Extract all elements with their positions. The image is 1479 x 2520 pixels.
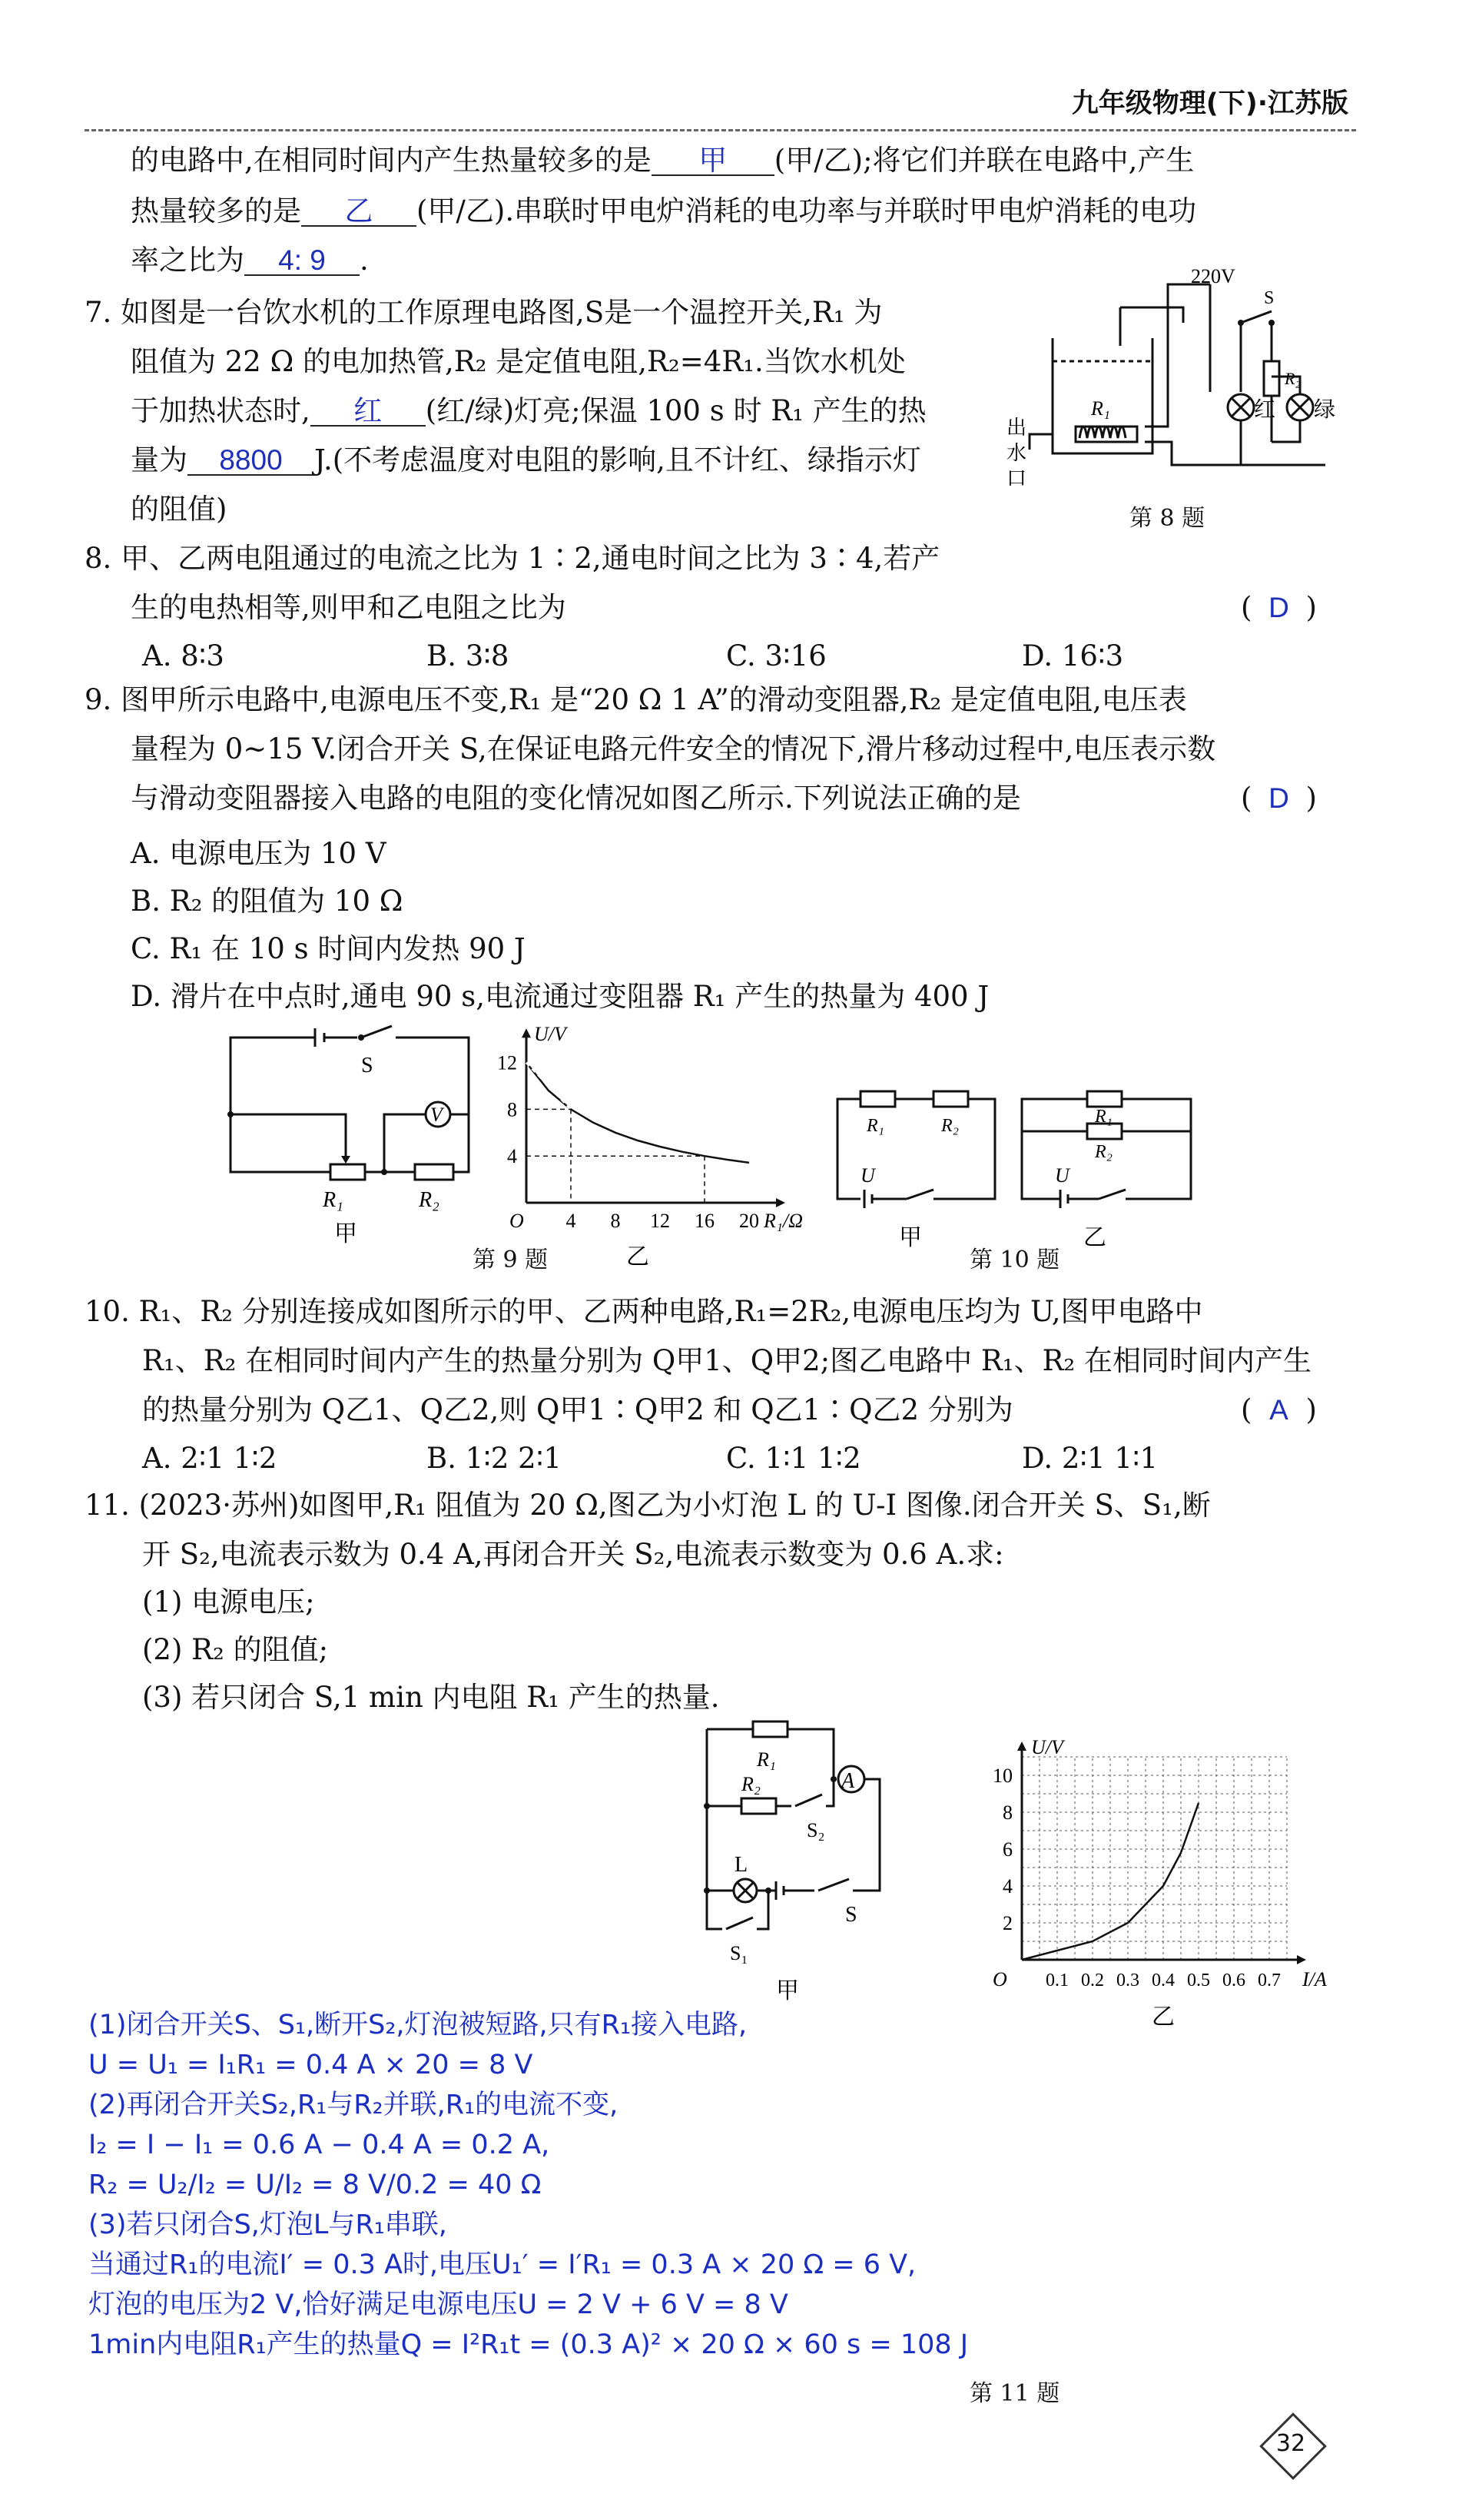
fig8-outlet-label: 出 bbox=[1006, 417, 1027, 439]
q8-line1: 8. 甲、乙两电阻通过的电流之比为 1∶2,通电时间之比为 3∶4,若产 bbox=[85, 542, 940, 575]
graph-label: 乙 bbox=[1152, 2004, 1175, 2030]
q6-blank1 bbox=[652, 146, 774, 176]
q7-answer1: 红 bbox=[353, 395, 383, 427]
figure-11-graph bbox=[960, 1706, 1352, 2029]
solution-line-7: 当通过R₁的电流I′ = 0.3 A时,电压U₁′ = I′R₁ = 0.3 A × 20 Ω = 6 V, bbox=[88, 2249, 917, 2280]
q7-line3 bbox=[131, 394, 927, 427]
q8-answer: D bbox=[1268, 592, 1289, 623]
q9-option-c: C. R₁ 在 10 s 时间内发热 90 J bbox=[131, 932, 526, 965]
s2-label: S₂ bbox=[807, 1819, 825, 1841]
fig8-green-label: 绿 bbox=[1314, 398, 1336, 422]
r1-label: R₁ bbox=[323, 1188, 343, 1212]
y-tick-label: 4 bbox=[507, 1145, 517, 1168]
circuit-b-label: 乙 bbox=[1083, 1225, 1106, 1250]
solution-line-3: (2)再闭合开关S₂,R₁与R₂并联,R₁的电流不变, bbox=[88, 2090, 618, 2120]
x-axis-label: R₁/Ω bbox=[764, 1210, 803, 1232]
page-number-badge bbox=[1260, 2413, 1321, 2475]
q8-answer-paren: ( D ) bbox=[1241, 591, 1317, 624]
fig8-outlet-label: 口 bbox=[1006, 467, 1027, 490]
wire bbox=[788, 1729, 834, 1779]
y-axis-label: U/V bbox=[534, 1023, 566, 1046]
circuit-label: 甲 bbox=[334, 1221, 357, 1247]
origin-label: O bbox=[993, 1968, 1007, 1990]
y-tick-label: 6 bbox=[1003, 1838, 1013, 1861]
switch-label: S bbox=[361, 1054, 373, 1077]
q10-answer-paren: ( A ) bbox=[1241, 1393, 1317, 1426]
page-number: 32 bbox=[1275, 2430, 1306, 2457]
x-tick-label: 0.1 bbox=[1046, 1971, 1069, 1990]
x-tick-label: 4 bbox=[565, 1210, 576, 1232]
q6-blank3 bbox=[244, 246, 360, 276]
q6-answer1: 甲 bbox=[698, 144, 728, 176]
x-axis-label: I/A bbox=[1302, 1968, 1327, 1990]
circuit-a-r1 bbox=[861, 1091, 895, 1107]
q7-text: 于加热状态时, bbox=[131, 394, 310, 427]
q9-option-b: B. R₂ 的阻值为 10 Ω bbox=[131, 885, 403, 918]
circuit-label: 甲 bbox=[776, 1978, 799, 2004]
q11-item-1: (1) 电源电压; bbox=[142, 1585, 315, 1619]
q11-item-2: (2) R₂ 的阻值; bbox=[142, 1633, 329, 1666]
q7-line4 bbox=[131, 443, 921, 476]
s1-label: S₁ bbox=[730, 1942, 748, 1964]
q8-option-b: B. 3∶8 bbox=[426, 639, 509, 672]
fig11-caption: 第 11 题 bbox=[970, 2380, 1060, 2407]
wire bbox=[826, 1779, 834, 1806]
figure-9-circuit bbox=[223, 1022, 492, 1245]
q8-option-d: D. 16∶3 bbox=[1022, 639, 1124, 672]
curve-dash-segment bbox=[526, 1063, 571, 1110]
q6-text: 的电路中,在相同时间内产生热量较多的是 bbox=[131, 144, 652, 177]
fig8-switch-label: S bbox=[1264, 288, 1275, 308]
resistor-r2 bbox=[415, 1164, 453, 1180]
q6-line3 bbox=[131, 246, 369, 276]
x-tick-label: 0.4 bbox=[1152, 1971, 1175, 1990]
fig9-caption: 第 9 题 bbox=[473, 1247, 549, 1273]
ammeter-label: A bbox=[841, 1769, 855, 1793]
q6-text: (甲/乙);将它们并联在电路中,产生 bbox=[774, 144, 1195, 177]
solution-line-8: 灯泡的电压为2 V,恰好满足电源电压U = 2 V + 6 V = 8 V bbox=[88, 2289, 788, 2320]
y-axis-arrow bbox=[1017, 1741, 1026, 1751]
s-label: S bbox=[845, 1903, 857, 1927]
fig8-outlet-label: 水 bbox=[1006, 442, 1027, 464]
fig8-voltage: 220V bbox=[1191, 265, 1235, 287]
q6-line2 bbox=[131, 194, 1197, 227]
y-tick-label: 10 bbox=[993, 1765, 1013, 1787]
solution-line-1: (1)闭合开关S、S₁,断开S₂,灯泡被短路,只有R₁接入电路, bbox=[88, 2010, 748, 2040]
solution-line-9: 1min内电阻R₁产生的热量Q = I²R₁t = (0.3 A)² × 20 Ω × 60 s = 108 J bbox=[88, 2329, 969, 2360]
y-tick-label: 4 bbox=[1003, 1875, 1013, 1897]
solution-line-6: (3)若只闭合S,灯泡L与R₁串联, bbox=[88, 2210, 447, 2240]
circuit-a-u-label: U bbox=[861, 1164, 875, 1187]
q10-option-c: C. 1∶1 1∶2 bbox=[726, 1442, 861, 1475]
x-tick-label: 12 bbox=[650, 1210, 670, 1232]
resistor-r2 bbox=[1264, 361, 1279, 396]
circuit-a-r2-label: R₂ bbox=[941, 1116, 960, 1136]
q9-line3: 与滑动变阻器接入电路的电阻的变化情况如图乙所示.下列说法正确的是 bbox=[131, 782, 1021, 815]
resistor-r2 bbox=[741, 1798, 776, 1814]
x-axis-arrow bbox=[1297, 1955, 1306, 1964]
circuit-a-r2 bbox=[933, 1091, 968, 1107]
q9-line2: 量程为 0~15 V.闭合开关 S,在保证电路元件安全的情况下,滑片移动过程中,电压表示数 bbox=[131, 732, 1216, 765]
q6-blank2 bbox=[301, 197, 416, 227]
q10-option-a: A. 2∶1 1∶2 bbox=[142, 1442, 277, 1475]
x-tick-label: 0.7 bbox=[1258, 1971, 1281, 1990]
q9-option-a: A. 电源电压为 10 V bbox=[131, 837, 386, 870]
q6-line1 bbox=[131, 146, 1194, 176]
switch-s2 bbox=[795, 1795, 822, 1806]
x-tick-label: 0.2 bbox=[1081, 1971, 1104, 1990]
wire bbox=[1145, 442, 1325, 465]
q10-option-b: B. 1∶2 2∶1 bbox=[426, 1442, 562, 1475]
circuit-b-u-label: U bbox=[1055, 1164, 1069, 1187]
figure-8-circuit bbox=[1006, 265, 1360, 507]
q6-answer3: 4: 9 bbox=[278, 244, 326, 276]
figure-10-circuits bbox=[830, 1084, 1214, 1260]
q7-text: (红/绿)灯亮;保温 100 s 时 R₁ 产生的热 bbox=[425, 394, 927, 427]
q11-line1: 11. (2023·苏州)如图甲,R₁ 阻值为 20 Ω,图乙为小灯泡 L 的 U-I 图像.闭合开关 S、S₁,断 bbox=[85, 1489, 1211, 1522]
x-tick-label: 0.5 bbox=[1187, 1971, 1210, 1990]
solution-line-5: R₂ = U₂/I₂ = U/I₂ = 8 V/0.2 = 40 Ω bbox=[88, 2170, 542, 2200]
fig8-r1-label: R₁ bbox=[1091, 397, 1110, 420]
solution-line-4: I₂ = I − I₁ = 0.6 A − 0.4 A = 0.2 A, bbox=[88, 2130, 550, 2160]
solution-line-2: U = U₁ = I₁R₁ = 0.4 A × 20 = 8 V bbox=[88, 2050, 533, 2080]
wire bbox=[707, 1729, 722, 1929]
fig8-r2-label: R₂ bbox=[1285, 369, 1302, 388]
u-curve bbox=[526, 1063, 749, 1163]
wire bbox=[1145, 284, 1210, 427]
q10-line1: 10. R₁、R₂ 分别连接成如图所示的甲、乙两种电路,R₁=2R₂,电源电压均为 U,图甲电路中 bbox=[85, 1295, 1203, 1328]
x-axis-arrow bbox=[776, 1198, 785, 1207]
circuit-b-r2-label: R₂ bbox=[1095, 1142, 1113, 1162]
q9-line1: 9. 图甲所示电路中,电源电压不变,R₁ 是“20 Ω 1 A”的滑动变阻器,R₂ 是定值电阻,电压表 bbox=[85, 683, 1187, 716]
q10-line2: R₁、R₂ 在相同时间内产生的热量分别为 Q甲1、Q甲2;图乙电路中 R₁、R₂ 在相同时间内产生 bbox=[142, 1344, 1312, 1377]
q10-line3: 的热量分别为 Q乙1、Q乙2,则 Q甲1∶Q甲2 和 Q乙1∶Q乙2 分别为 bbox=[142, 1393, 1013, 1426]
x-tick-label: 16 bbox=[695, 1210, 715, 1232]
y-axis-label: U/V bbox=[1031, 1736, 1063, 1758]
rheostat-r1 bbox=[330, 1164, 365, 1180]
header-divider bbox=[85, 129, 1356, 131]
circuit-b-r1-label: R₁ bbox=[1095, 1107, 1113, 1127]
fig10-caption: 第 10 题 bbox=[970, 1247, 1060, 1273]
wire bbox=[1272, 420, 1300, 442]
fig8-caption: 第 8 题 bbox=[1129, 505, 1205, 532]
fig8-red-label: 红 bbox=[1254, 398, 1276, 422]
x-tick-label: 20 bbox=[739, 1210, 759, 1232]
q7-text: J.(不考虑温度对电阻的影响,且不计红、绿指示灯 bbox=[314, 443, 921, 476]
q6-answer2: 乙 bbox=[344, 195, 373, 227]
y-tick-label: 12 bbox=[497, 1051, 517, 1074]
q9-answer-paren: ( D ) bbox=[1241, 782, 1317, 815]
y-tick-label: 2 bbox=[1003, 1912, 1013, 1934]
q8-option-c: C. 3∶16 bbox=[726, 639, 827, 672]
outlet-pipe bbox=[1030, 434, 1053, 450]
q7-answer2: 8800 bbox=[219, 444, 283, 476]
q11-line2: 开 S₂,电流表示数为 0.4 A,再闭合开关 S₂,电流表示数变为 0.6 A.求: bbox=[142, 1538, 1004, 1571]
q6-text: 率之比为 bbox=[131, 244, 244, 277]
switch-s bbox=[818, 1879, 849, 1891]
r1-label: R₁ bbox=[757, 1748, 776, 1771]
y-tick-label: 8 bbox=[507, 1098, 517, 1121]
y-axis-arrow bbox=[522, 1028, 531, 1038]
wire bbox=[1120, 307, 1183, 323]
x-tick-label: 0.6 bbox=[1222, 1971, 1245, 1990]
q7-blank2 bbox=[187, 446, 314, 476]
q7-line2: 阻值为 22 Ω 的电加热管,R₂ 是定值电阻,R₂=4R₁.当饮水机处 bbox=[131, 345, 906, 378]
graph-label: 乙 bbox=[626, 1244, 649, 1270]
r2-label: R₂ bbox=[741, 1773, 761, 1795]
wire bbox=[853, 1779, 880, 1891]
r2-label: R₂ bbox=[419, 1188, 439, 1212]
q7-text: 量为 bbox=[131, 443, 187, 476]
wire bbox=[757, 1891, 768, 1929]
x-tick-label: 8 bbox=[610, 1210, 621, 1232]
lamp-label: L bbox=[735, 1853, 748, 1877]
q7-line5: 的阻值) bbox=[131, 493, 227, 526]
heater-coil bbox=[1079, 427, 1126, 438]
header-title: 九年级物理(下)·江苏版 bbox=[1071, 88, 1348, 119]
q10-option-d: D. 2∶1 1∶1 bbox=[1022, 1442, 1159, 1475]
switch-s bbox=[361, 1026, 392, 1038]
q7-blank1 bbox=[310, 397, 426, 427]
figure-11-circuit bbox=[684, 1714, 907, 2006]
q10-answer: A bbox=[1269, 1394, 1288, 1426]
y-tick-label: 8 bbox=[1003, 1801, 1013, 1824]
wire bbox=[230, 1038, 330, 1172]
voltmeter-label: V bbox=[430, 1104, 443, 1126]
q9-answer: D bbox=[1268, 782, 1289, 814]
circuit-a-r1-label: R₁ bbox=[867, 1116, 885, 1136]
q8-option-a: A. 8∶3 bbox=[142, 639, 224, 672]
circuit-a-label: 甲 bbox=[899, 1225, 922, 1250]
wire bbox=[230, 1114, 346, 1160]
q8-line2: 生的电热相等,则甲和乙电阻之比为 bbox=[131, 591, 566, 624]
q6-text: . bbox=[360, 244, 369, 277]
q9-option-d: D. 滑片在中点时,通电 90 s,电流通过变阻器 R₁ 产生的热量为 400 J bbox=[131, 980, 990, 1013]
switch-s1 bbox=[726, 1917, 753, 1929]
circuit-b-r1 bbox=[1087, 1091, 1122, 1107]
q6-text: 热量较多的是 bbox=[131, 194, 301, 227]
resistor-r1 bbox=[753, 1722, 788, 1737]
switch-s bbox=[1241, 311, 1272, 323]
q11-item-3: (3) 若只闭合 S,1 min 内电阻 R₁ 产生的热量. bbox=[142, 1681, 720, 1714]
origin-label: O bbox=[509, 1210, 524, 1232]
x-tick-label: 0.3 bbox=[1116, 1971, 1139, 1990]
q6-text: (甲/乙).串联时甲电炉消耗的电功率与并联时甲电炉消耗的电功 bbox=[416, 194, 1197, 227]
q7-line1: 7. 如图是一台饮水机的工作原理电路图,S是一个温控开关,R₁ 为 bbox=[85, 296, 883, 329]
